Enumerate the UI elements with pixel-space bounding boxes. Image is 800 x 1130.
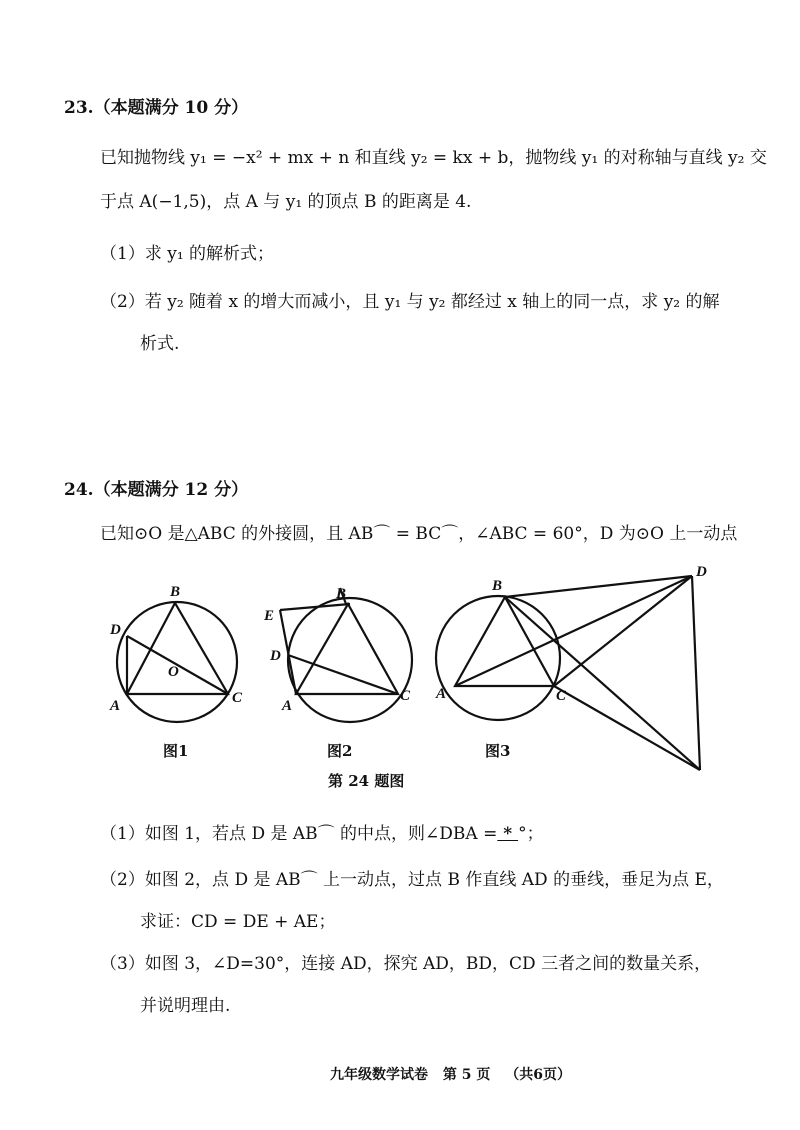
fig1-circle bbox=[117, 602, 237, 722]
page-footer bbox=[330, 1064, 581, 1084]
q24-figures bbox=[80, 560, 740, 820]
q24-part1-text: （1）如图 1，若点 D 是 AB⌒ 的中点，则∠DBA = bbox=[100, 824, 498, 844]
q23-stem-line2: 于点 A(−1,5)，点 A 与 y₁ 的顶点 B 的距离是 4. bbox=[100, 192, 472, 212]
fig2-line-ae bbox=[280, 610, 296, 694]
fig2-caption: 图2 bbox=[327, 742, 353, 760]
footer-total-pages: （共6页） bbox=[505, 1067, 571, 1083]
q24-part1-end: °； bbox=[518, 824, 544, 844]
fig3-line-c bbox=[554, 686, 700, 770]
q24-part2-line2: 求证：CD = DE + AE； bbox=[140, 912, 336, 932]
fig2-circle bbox=[288, 598, 412, 722]
fig2-triangle bbox=[296, 604, 398, 694]
fig3-segment-bd bbox=[505, 576, 692, 597]
fig3-label-c: C bbox=[556, 688, 567, 704]
fig1-label-d: D bbox=[110, 622, 121, 638]
footer-exam-name: 九年级数学试卷 bbox=[330, 1067, 428, 1083]
q23-part1: （1）求 y₁ 的解析式； bbox=[100, 244, 275, 264]
fig3-label-a: A bbox=[436, 686, 447, 702]
fig3-line-b bbox=[505, 597, 700, 770]
fig3-long-line bbox=[692, 576, 700, 770]
q24-part1-blank: * bbox=[497, 824, 519, 844]
fig2-segment-dc bbox=[288, 655, 398, 694]
fig2-label-d: D bbox=[270, 648, 281, 664]
fig3-label-d: D bbox=[696, 564, 707, 580]
q23-header: 23.（本题满分 10 分） bbox=[64, 98, 249, 118]
q23-part2-line1: （2）若 y₂ 随着 x 的增大而减小，且 y₁ 与 y₂ 都经过 x 轴上的同一点，求 y₂ 的解 bbox=[100, 292, 720, 312]
fig3-circle bbox=[436, 596, 560, 720]
footer-page-number: 第 5 页 bbox=[442, 1067, 491, 1083]
fig1-label-o: O bbox=[168, 664, 179, 680]
q24-part3-line2: 并说明理由. bbox=[140, 996, 231, 1016]
fig1-caption: 图1 bbox=[163, 742, 189, 760]
fig2-label-b: B bbox=[336, 586, 347, 602]
q24-figure-caption: 第 24 题图 bbox=[328, 772, 405, 790]
q24-stem-line1: 已知⊙O 是△ABC 的外接圆，且 AB⌒ = BC⌒，∠ABC = 60°，D 为⊙O 上一动点 bbox=[100, 524, 738, 544]
fig2-label-e: E bbox=[264, 608, 275, 624]
q24-part1 bbox=[100, 822, 544, 846]
fig2-label-a: A bbox=[282, 698, 293, 714]
q24-part3-line1: （3）如图 3，∠D=30°，连接 AD，探究 AD，BD，CD 三者之间的数量关系， bbox=[100, 954, 712, 974]
fig3-label-b: B bbox=[492, 578, 503, 594]
fig1-label-a: A bbox=[110, 698, 121, 714]
q23-part2-line2: 析式. bbox=[140, 334, 180, 354]
q23-stem-line1: 已知抛物线 y₁ = −x² + mx + n 和直线 y₂ = kx + b，抛物线 y₁ 的对称轴与直线 y₂ 交 bbox=[100, 148, 767, 168]
fig1-label-c: C bbox=[232, 690, 243, 706]
q24-part2-line1: （2）如图 2，点 D 是 AB⌒ 上一动点，过点 B 作直线 AD 的垂线，垂足为点 E， bbox=[100, 870, 724, 890]
q24-header: 24.（本题满分 12 分） bbox=[64, 480, 249, 500]
fig2-label-c: C bbox=[400, 688, 411, 704]
fig3-caption: 图3 bbox=[485, 742, 511, 760]
fig1-label-b: B bbox=[170, 584, 181, 600]
